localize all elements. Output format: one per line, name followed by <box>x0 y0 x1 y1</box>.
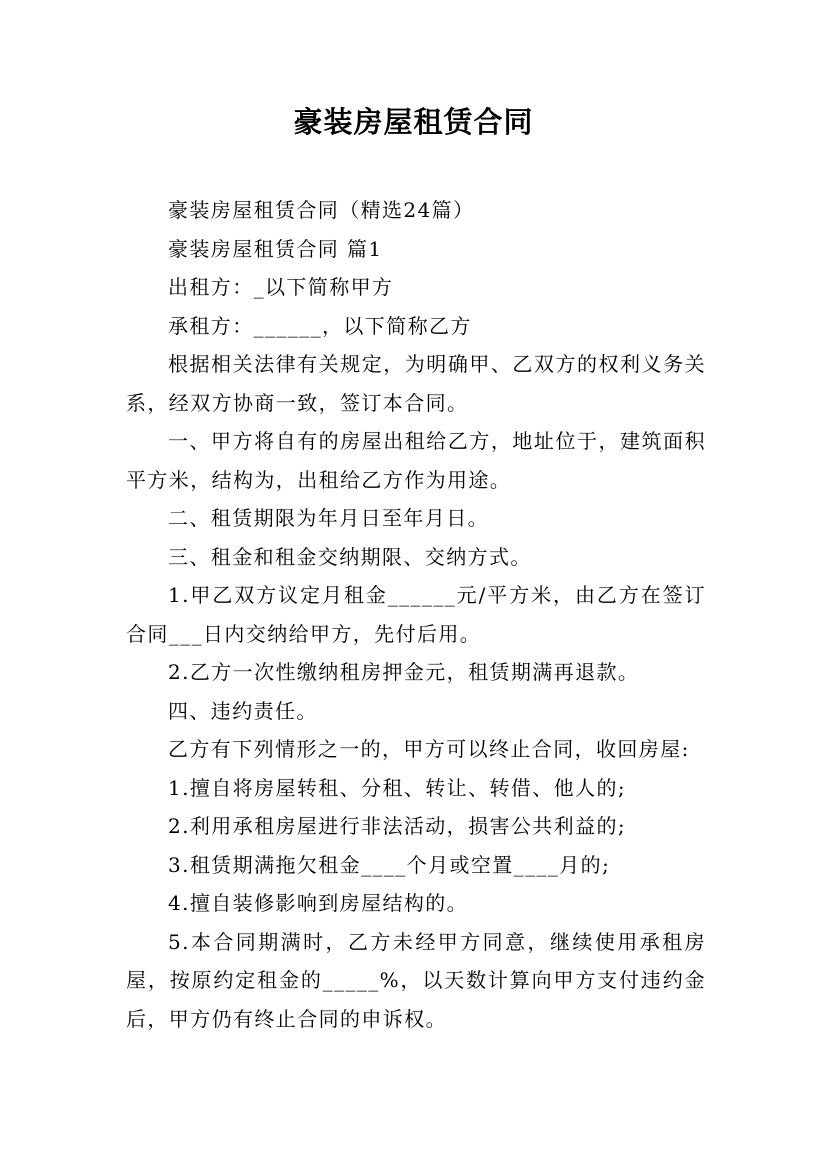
paragraph-collection-title: 豪装房屋租赁合同（精选24篇） <box>168 198 475 222</box>
document-body <box>126 191 706 1038</box>
paragraph-termination-5: 5.本合同期满时，乙方未经甲方同意，继续使用承租房屋，按原约定租金的_____%，以天数计算向甲方支付违约金后，甲方仍有终止合同的申诉权。 <box>126 929 706 1031</box>
paragraph-termination-3: 3.租赁期满拖欠租金____个月或空置____月的; <box>168 852 611 877</box>
paragraph-clause-1: 一、甲方将自有的房屋出租给乙方，地址位于，建筑面积平方米，结构为，出租给乙方作为用途。 <box>126 429 706 492</box>
paragraph-clause-2: 二、租赁期限为年月日至年月日。 <box>168 506 489 530</box>
paragraph-clause-3-1: 1.甲乙双方议定月租金______元/平方米，由乙方在签订合同___日内交纳给甲方，先付后用。 <box>126 583 706 646</box>
document-title: 豪装房屋租赁合同 <box>293 105 534 139</box>
paragraph-lessee: 承租方：______，以下简称乙方 <box>168 313 472 338</box>
paragraph-clause-4: 四、违约责任。 <box>168 698 318 723</box>
paragraph-lessor: 出租方：_以下简称甲方 <box>168 275 394 299</box>
paragraph-termination-2: 2.利用承租房屋进行非法活动，损害公共利益的; <box>168 814 627 838</box>
paragraph-clause-3: 三、租金和租金交纳期限、交纳方式。 <box>168 544 532 569</box>
paragraph-termination-intro: 乙方有下列情形之一的，甲方可以终止合同，收回房屋: <box>168 737 690 761</box>
paragraph-clause-3-2: 2.乙方一次性缴纳租房押金元，租赁期满再退款。 <box>168 660 640 684</box>
paragraph-chapter-heading: 豪装房屋租赁合同 篇1 <box>168 236 383 261</box>
paragraph-preamble: 根据相关法律有关规定，为明确甲、乙双方的权利义务关系，经双方协商一致，签订本合同。 <box>126 352 706 415</box>
paragraph-termination-1: 1.擅自将房屋转租、分租、转让、转借、他人的; <box>168 775 627 800</box>
paragraph-termination-4: 4.擅自装修影响到房屋结构的。 <box>168 891 469 915</box>
